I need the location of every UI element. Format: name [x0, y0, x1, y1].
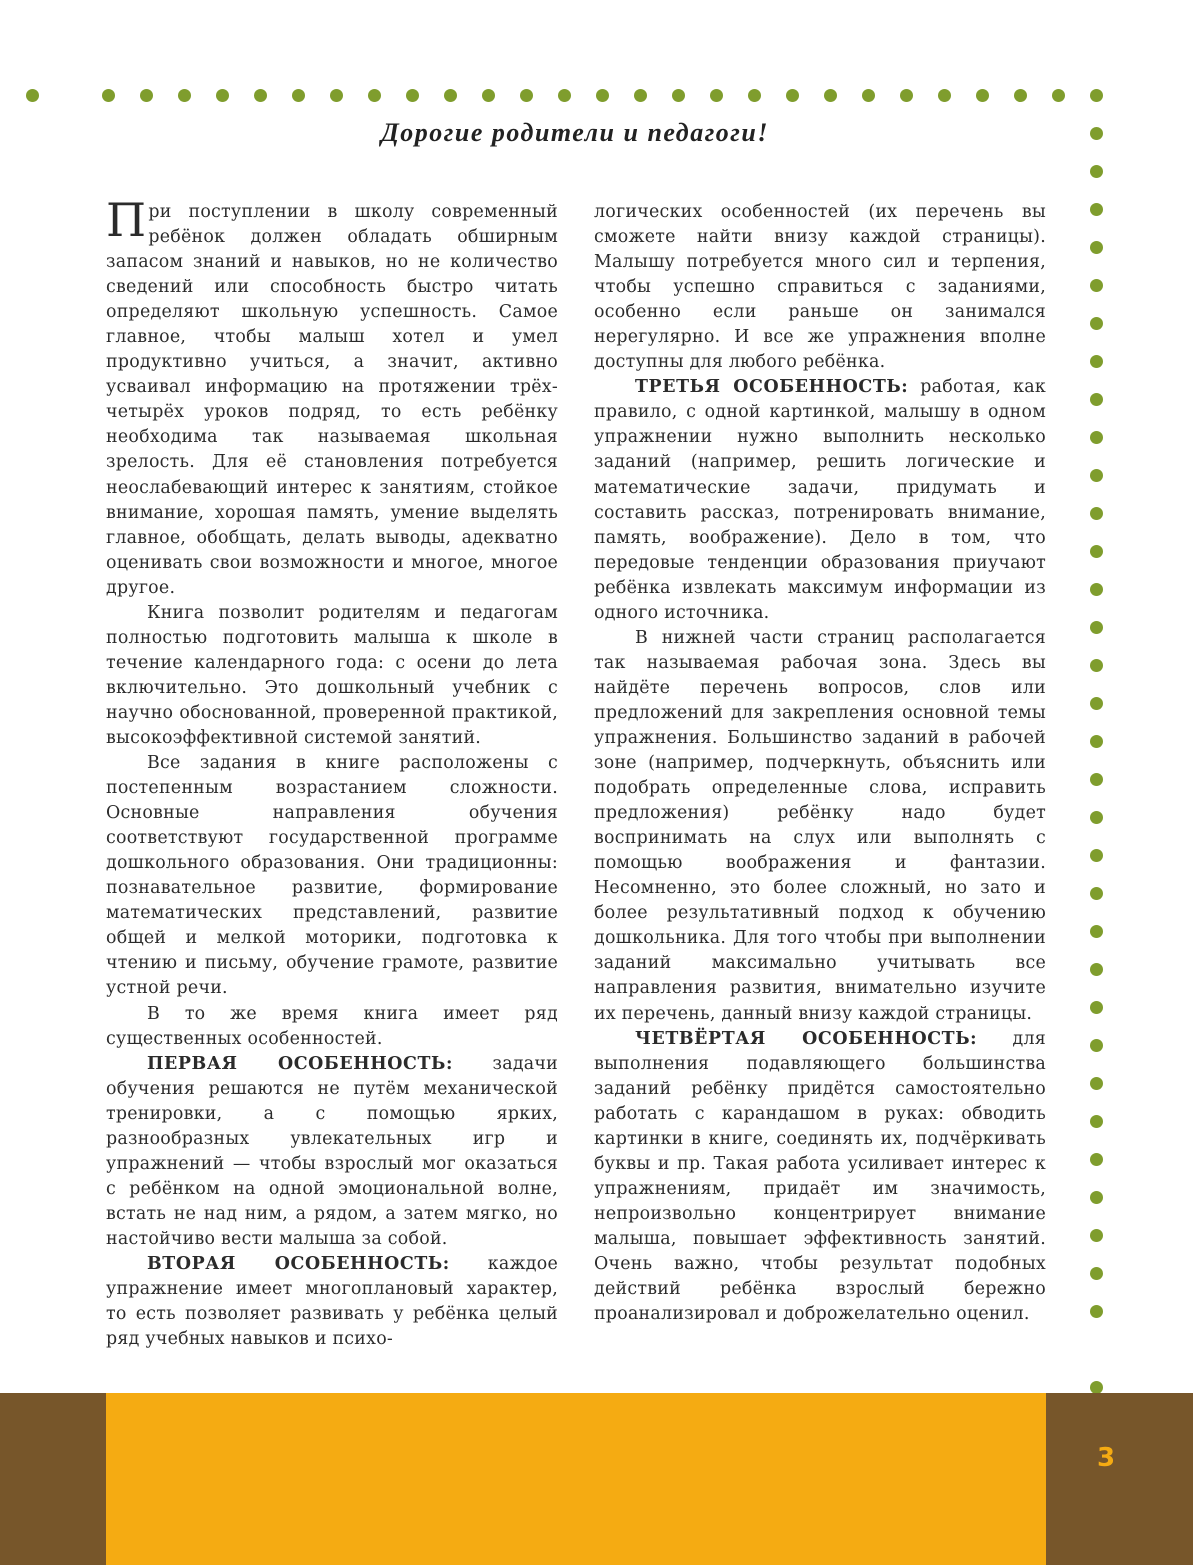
page-number: 3	[1096, 1443, 1116, 1473]
footer-band-right	[1046, 1393, 1193, 1565]
dot	[634, 89, 647, 102]
dot	[1090, 431, 1103, 444]
feature-label: ЧЕТВЁРТАЯ ОСОБЕННОСТЬ:	[635, 1028, 978, 1049]
feature-label: ПЕРВАЯ ОСОБЕННОСТЬ:	[147, 1053, 453, 1074]
paragraph	[594, 1027, 1046, 1328]
paragraph-text: для выполнения подавляющего большинства заданий ребёнку придётся самостоятельно работать с карандашом в руках: обводить картинки в книге, соединять их, подчёркивать буквы и пр. Такая работа усиливает интерес к упражнениям, придаёт им значимость, непроизвольно концентрирует внимание малыша, повышает эффективность занятий. Очень важно, чтобы результат подобных действий ребёнка взрослый бережно проанализировал и доброжелательно оценил.	[594, 1028, 1046, 1325]
dot	[596, 89, 609, 102]
left-column	[106, 193, 558, 1352]
paragraph	[106, 1052, 558, 1252]
dot	[786, 89, 799, 102]
dot	[1090, 811, 1103, 824]
dot	[292, 89, 305, 102]
dot	[1090, 887, 1103, 900]
dot	[1090, 203, 1103, 216]
dot	[216, 89, 229, 102]
footer-band-left	[0, 1393, 106, 1565]
dot	[1090, 165, 1103, 178]
paragraph: В то же время книга имеет ряд существенных особенностей.	[106, 1003, 558, 1049]
dot	[1090, 507, 1103, 520]
paragraph	[106, 1252, 558, 1352]
paragraph: логических особенностей (их перечень вы сможете найти внизу каждой страницы). Малышу потребуется много сил и терпения, чтобы успешно справиться с заданиями, особенно если раньше он занимался нерегулярно. И все же упражнения вполне доступны для любого ребёнка.	[594, 202, 1046, 373]
dot	[1090, 1191, 1103, 1204]
dot	[1090, 697, 1103, 710]
dot	[102, 89, 115, 102]
paragraph-text: работая, как правило, с одной картинкой, малышу в одном упражнении нужно выполнить несколько заданий (например, решить логические и математические задачи, придумать и составить рассказ, потренировать внимание, память, воображение). Дело в том, что передовые тенденции образования приучают ребёнка извлекать максимум информации из одного источника.	[594, 377, 1046, 623]
dot	[1090, 545, 1103, 558]
dot	[1090, 393, 1103, 406]
dot	[1090, 241, 1103, 254]
paragraph	[594, 375, 1046, 625]
dot	[1090, 355, 1103, 368]
dot	[1090, 1267, 1103, 1280]
dot	[254, 89, 267, 102]
page-title: Дорогие родители и педагоги!	[381, 118, 769, 147]
dot	[1090, 1115, 1103, 1128]
paragraph-text: ри поступлении в школу современный ребёнок должен обладать обширным запасом знаний и навыков, но не количество сведений или способность быстро читать определяют школьную успешность. Самое главное, чтобы малыш хотел и умел продуктивно учиться, а значит, активно усваивал информацию на протяжении трёх-четырёх уроков подряд, то есть ребёнку необходима так называемая школьная зрелость. Для её становления потребуется неослабевающий интерес к занятиям, стойкое внимание, хорошая память, умение выделять главное, обобщать, делать выводы, адекватно оценивать свои возможности и многое, многое другое.	[106, 202, 558, 598]
dot	[1090, 659, 1103, 672]
dot	[368, 89, 381, 102]
dot	[444, 89, 457, 102]
dot	[140, 89, 153, 102]
dot	[330, 89, 343, 102]
dot	[1090, 925, 1103, 938]
dot	[1090, 735, 1103, 748]
dot	[1090, 773, 1103, 786]
paragraph: Книга позволит родителям и педагогам полностью подготовить малыша к школе в течение календарного года: с осени до лета включительно. Это дошкольный учебник с научно обоснованной, проверенной практикой, высокоэффективной системой занятий.	[106, 602, 558, 748]
dot	[1090, 279, 1103, 292]
dot	[1090, 849, 1103, 862]
right-column	[594, 200, 1046, 1327]
drop-cap: П	[106, 193, 147, 247]
dot	[482, 89, 495, 102]
dot	[406, 89, 419, 102]
dot	[1090, 1077, 1103, 1090]
dot	[710, 89, 723, 102]
dot	[1090, 621, 1103, 634]
paragraph: Все задания в книге расположены с постепенным возрастанием сложности. Основные направления обучения соответствуют государственной программе дошкольного образования. Они традиционны: познавательное развитие, формирование математических представлений, развитие общей и мелкой моторики, подготовка к чтению и письму, обучение грамоте, развитие устной речи.	[106, 753, 558, 999]
dot	[558, 89, 571, 102]
dot	[1090, 1305, 1103, 1318]
dot	[26, 89, 39, 102]
dot	[976, 89, 989, 102]
paragraph: В нижней части страниц располагается так называемая рабочая зона. Здесь вы найдёте перечень вопросов, слов или предложений для закрепления основной темы упражнения. Большинство заданий в рабочей зоне (например, подчеркнуть, объяснить или подобрать определенные слова, исправить предложения) ребёнку надо будет воспринимать на слух или выполнять с помощью воображения и фантазии. Несомненно, это более сложный, но зато и более результативный подход к обучению дошкольника. Для того чтобы при выполнении заданий максимально учитывать все направления развития, внимательно изучите их перечень, данный внизу каждой страницы.	[594, 627, 1046, 1024]
dot	[1014, 89, 1027, 102]
dot	[1052, 89, 1065, 102]
dot	[1090, 1229, 1103, 1242]
dot	[900, 89, 913, 102]
paragraph-text: каждое упражнение имеет многоплановый характер, то есть позволяет развивать у ребёнка целый ряд учебных навыков и психо-	[106, 1253, 558, 1350]
dot	[672, 89, 685, 102]
dot	[938, 89, 951, 102]
paragraph	[106, 193, 558, 601]
dot	[520, 89, 533, 102]
dot	[1090, 1039, 1103, 1052]
dot	[824, 89, 837, 102]
dot	[748, 89, 761, 102]
dot	[1090, 1001, 1103, 1014]
feature-label: ВТОРАЯ ОСОБЕННОСТЬ:	[147, 1253, 450, 1274]
dot	[178, 89, 191, 102]
dot	[1090, 1153, 1103, 1166]
dot	[1090, 583, 1103, 596]
paragraph-text: задачи обучения решаются не путём механической тренировки, а с помощью ярких, разнообразных увлекательных игр и упражнений — чтобы взрослый мог оказаться с ребёнком на одной эмоциональной волне, встать не над ним, а рядом, а затем мягко, но настойчиво вести малыша за собой.	[106, 1053, 558, 1249]
dot	[862, 89, 875, 102]
feature-label: ТРЕТЬЯ ОСОБЕННОСТЬ:	[635, 377, 909, 398]
dot	[1090, 469, 1103, 482]
dot	[1090, 963, 1103, 976]
footer-band-center	[106, 1393, 1046, 1565]
dot	[1090, 89, 1103, 102]
dot	[1090, 317, 1103, 330]
